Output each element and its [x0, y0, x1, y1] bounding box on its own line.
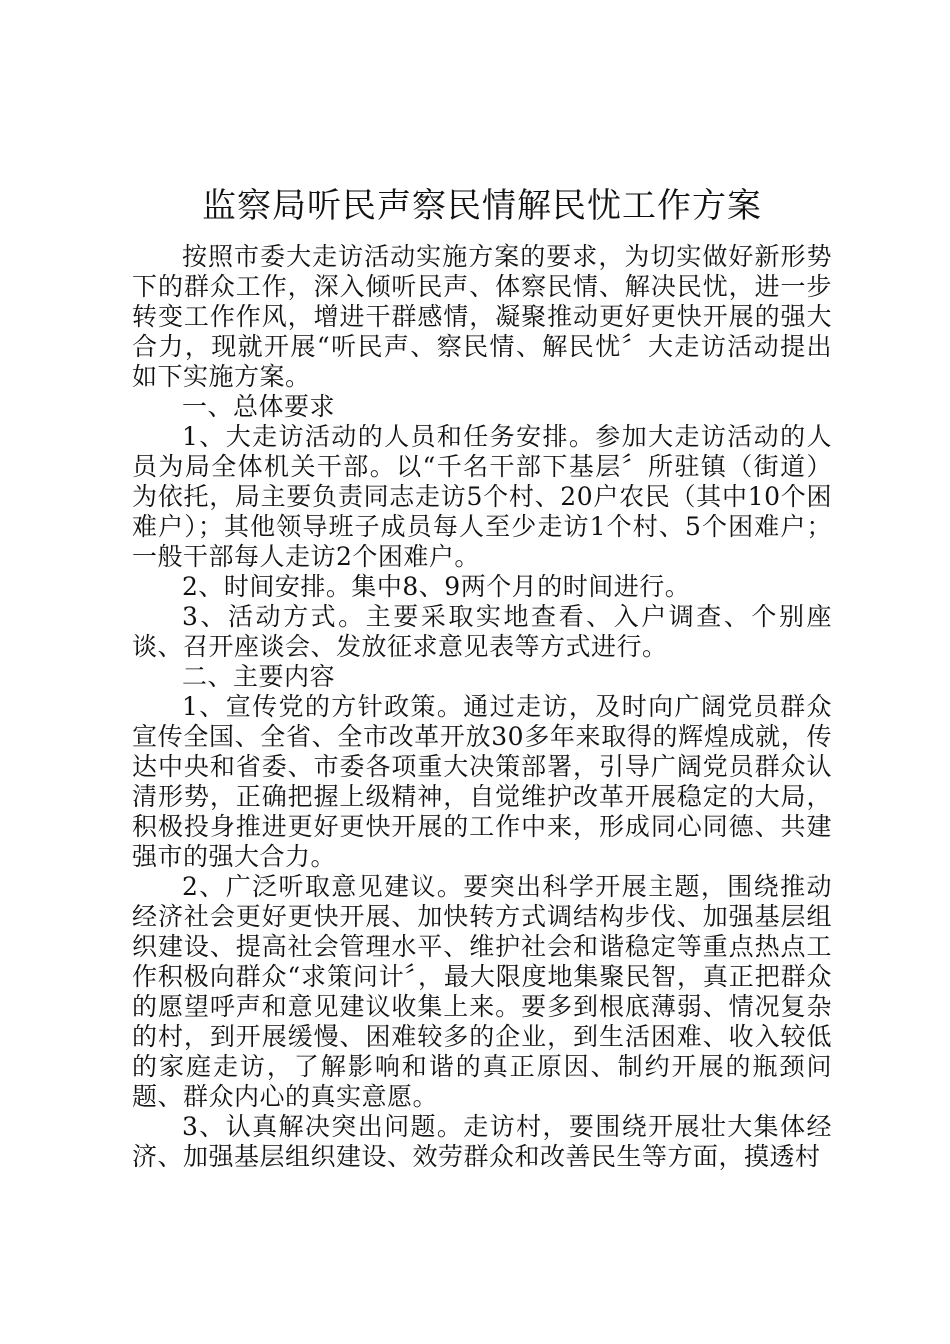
paragraph-intro: 按照市委大走访活动实施方案的要求，为切实做好新形势下的群众工作，深入倾听民声、体察民情、解决民忧，进一步转变工作作风，增进干群感情，凝聚推动更好更快开展的强大合力，现就开展“听民声、察民情、解民忧〞大走访活动提出如下实施方案。: [132, 242, 832, 391]
document-title: 监察局听民声察民情解民忧工作方案: [202, 186, 762, 226]
paragraph-personnel-arrangement: 1、大走访活动的人员和任务安排。参加大走访活动的人员为局全体机关干部。以“千名干部下基层〞所驻镇（街道）为依托，局主要负责同志走访5个村、20户农民（其中10个困难户）；其他领导班子成员每人至少走访1个村、5个困难户；一般干部每人走访2个困难户。: [132, 422, 832, 571]
document-page: [132, 176, 832, 1172]
paragraph-publicize-policy: 1、宣传党的方针政策。通过走访，及时向广阔党员群众宣传全国、全省、全市改革开放30多年来取得的辉煌成就，传达中央和省委、市委各项重大决策部署，引导广阔党员群众认清形势，正确把握上级精神，自觉维护改革开展稳定的大局，积极投身推进更好更快开展的工作中来，形成同心同德、共建强市的强大合力。: [132, 692, 832, 871]
paragraph-solve-problems: 3、认真解决突出问题。走访村，要围绕开展壮大集体经济、加强基层组织建设、效劳群众和改善民生等方面，摸透村: [132, 1112, 832, 1171]
section-heading-main-content: 二、主要内容: [182, 662, 336, 691]
paragraph-listen-opinions: 2、广泛听取意见建议。要突出科学开展主题，围绕推动经济社会更好更快开展、加快转方式调结构步伐、加强基层组织建设、提高社会管理水平、维护社会和谐稳定等重点热点工作积极向群众“求策问计〞，最大限度地集聚民智，真正把群众的愿望呼声和意见建议收集上来。要多到根底薄弱、情况复杂的村，到开展缓慢、困难较多的企业，到生活困难、收入较低的家庭走访，了解影响和谐的真正原因、制约开展的瓶颈问题、群众内心的真实意愿。: [132, 872, 832, 1111]
paragraph-time-arrangement: 2、时间安排。集中8、9两个月的时间进行。: [182, 572, 691, 601]
paragraph-activity-method: 3、活动方式。主要采取实地查看、入户调查、个别座谈、召开座谈会、发放征求意见表等方式进行。: [132, 602, 832, 661]
section-heading-general-requirements: 一、总体要求: [182, 392, 336, 421]
